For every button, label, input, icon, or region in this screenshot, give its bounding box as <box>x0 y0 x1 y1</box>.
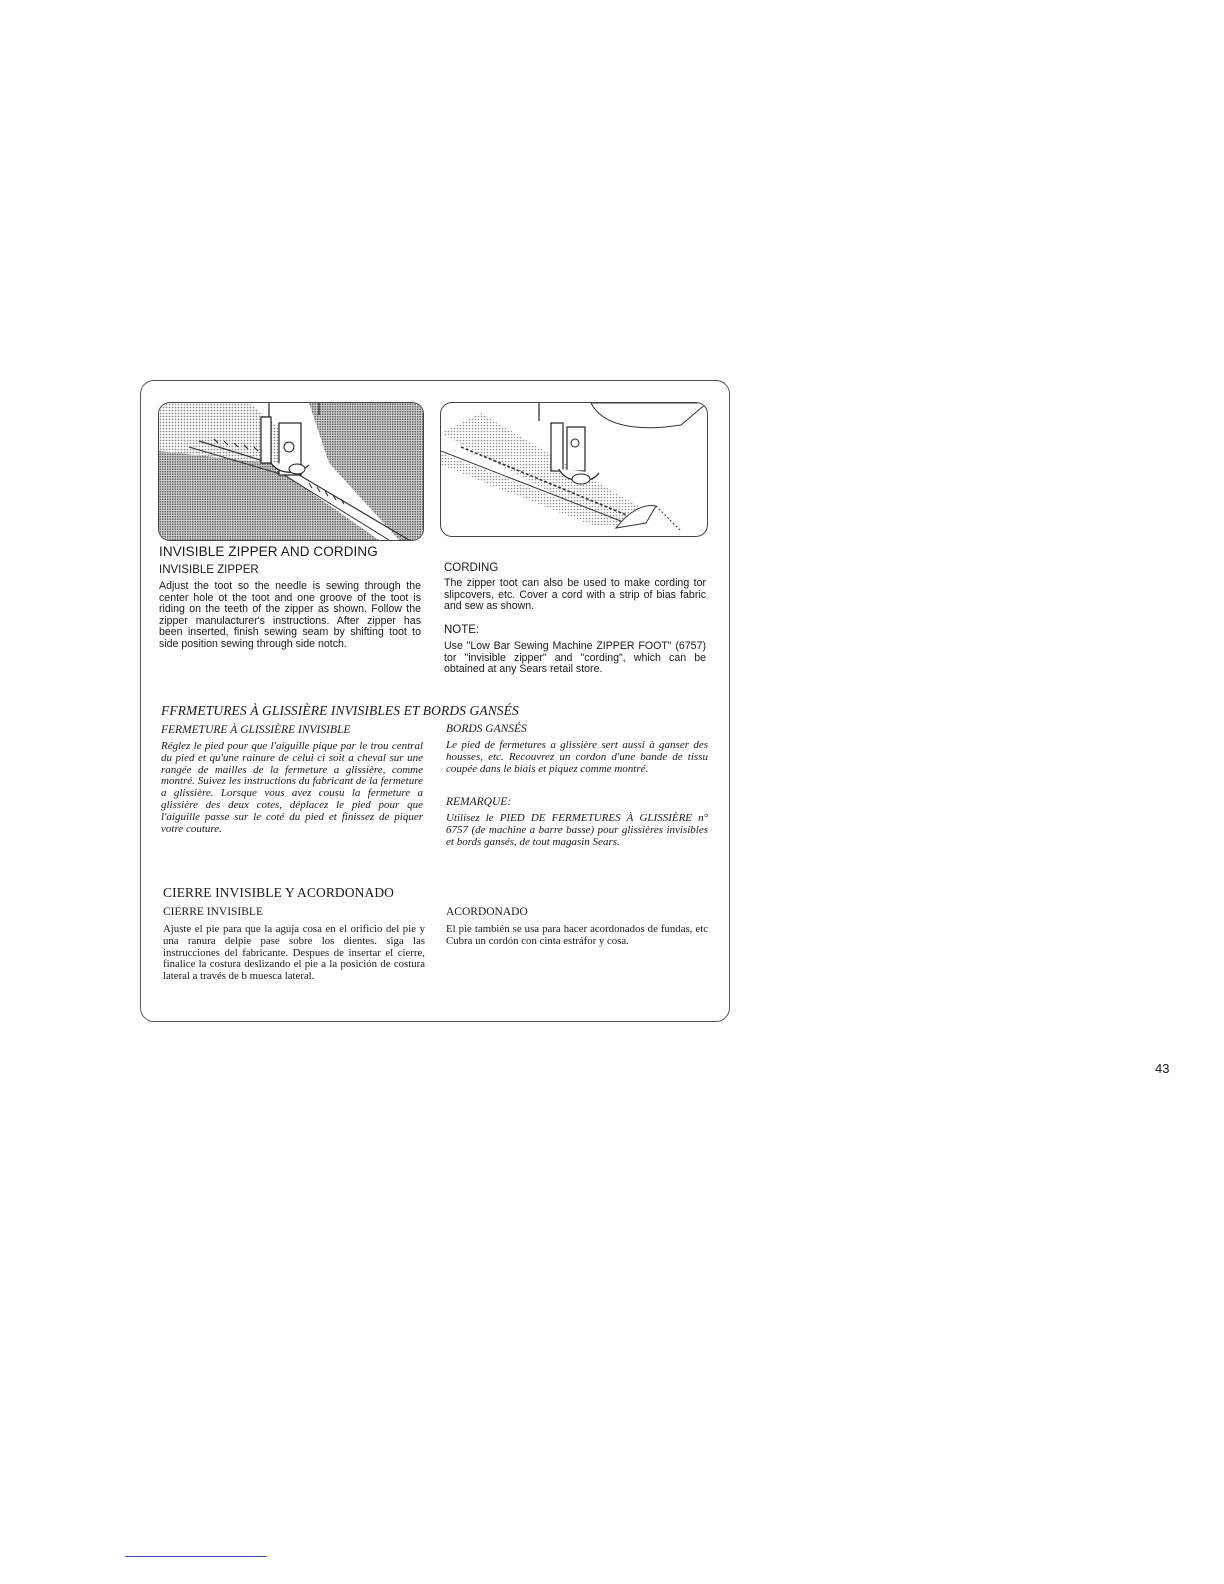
invisible-zipper-heading: INVISIBLE ZIPPER <box>159 564 259 576</box>
acordonado-body: El pie también se usa para hacer acordonados de fundas, etc Cubra un cordón con cinta estráfor y cosa. <box>446 923 708 947</box>
note-body: Use "Low Bar Sewing Machine ZIPPER FOOT" (6757) tor "invisible zipper" and "cording", which can be obtained at any Sears retail store. <box>444 640 706 676</box>
cording-heading: CORDING <box>444 562 499 574</box>
zipper-foot-drawing <box>159 403 423 540</box>
cording-foot-drawing <box>441 403 707 536</box>
footer-rule <box>125 1556 267 1557</box>
fermeture-body: Réglez le pied pour que l'aiguille pique par le trou central du pied et qu'une rainure de celui ci soit a cheval sur une rangée de mailles de la fermeture a glissière, comme montré. Suivez les instructions du fabricant de la fermeture a glissière. Lorsque vous avez cousu la fermeture a glissière des deux cotes, déplacez le pied pour que l'aiguille passe sur le coté du pied et finissez de piquer votre couture. <box>161 740 423 835</box>
french-title: FFRMETURES À GLISSIÈRE INVISIBLES ET BORDS GANSÉS <box>161 703 519 718</box>
spanish-title: CIERRE INVISIBLE Y ACORDONADO <box>163 885 395 900</box>
english-title: INVISIBLE ZIPPER AND CORDING <box>159 544 378 559</box>
remarque-body: Utilisez le PIED DE FERMETURES À GLISSIÈRE n° 6757 (de machine a barre basse) pour glissières invisibles et bords gansés, de tout magasin Sears. <box>446 812 708 848</box>
page-number: 43 <box>1155 1061 1170 1076</box>
invisible-zipper-illustration <box>158 402 424 541</box>
cording-body: The zipper toot can also be used to make cording tor slipcovers, etc. Cover a cord with a strip of bias fabric and sew as shown. <box>444 577 706 613</box>
cierre-heading: CIERRE INVISIBLE <box>163 906 263 918</box>
cording-illustration <box>440 402 708 537</box>
cierre-body: Ajuste el pie para que la aguja cosa en el orificio del pie y una ranura delpie pase sobre los dientes. siga las instrucciones del fabricante. Despues de insertar el cierre, finalice la costura deslizando el pie a la posición de costura lateral a través de b muesca lateral. <box>163 923 425 983</box>
fermeture-heading: FERMETURE À GLISSIÈRE INVISIBLE <box>161 724 351 736</box>
acordonado-heading: ACORDONADO <box>446 906 528 918</box>
bords-heading: BORDS GANSÉS <box>446 723 527 735</box>
note-heading: NOTE: <box>444 624 480 636</box>
remarque-heading: REMARQUE: <box>446 796 512 808</box>
bords-body: Le pied de fermetures a glissière sert aussi à ganser des housses, etc. Recouvrez un cordon d'une bande de tissu coupée dans le biais et piquez comme montré. <box>446 739 708 775</box>
invisible-zipper-body: Adjust the toot so the needle is sewing through the center hole ot the toot and one groove of the toot is riding on the teeth of the zipper as shown. Follow the zipper manulacturer's instructions. After zipper has been inserted, finish sewing seam by shifting toot to side position sewing through side notch. <box>159 580 421 650</box>
